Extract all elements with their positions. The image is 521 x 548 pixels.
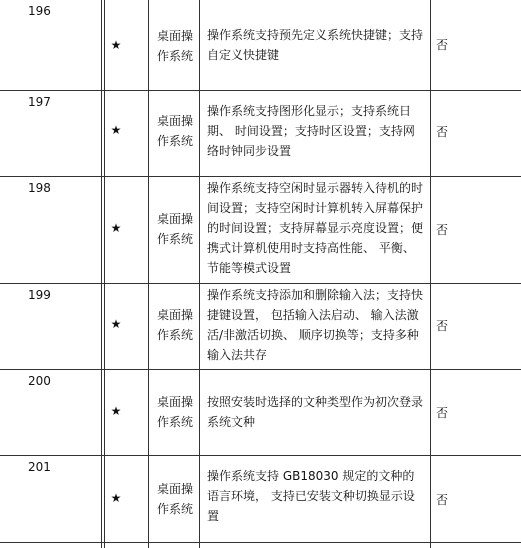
category	[157, 305, 197, 345]
description-line: 间设置；支持空闲时计算机转入屏幕保护	[207, 201, 424, 215]
mandatory-star: ★	[110, 491, 122, 505]
category-line: 作系统	[157, 232, 194, 246]
mandatory-star: ★	[110, 123, 122, 137]
description-line: 的时间设置；支持屏幕显示亮度设置；便	[207, 221, 424, 235]
row-divider	[0, 542, 521, 543]
item-number: 200	[28, 374, 51, 388]
description	[207, 466, 429, 526]
category-line: 作系统	[157, 415, 194, 429]
item-number: 196	[28, 4, 51, 18]
description-line: 置	[207, 509, 220, 523]
description-line: 络时钟同步设置	[207, 144, 292, 158]
mandatory-star: ★	[110, 404, 122, 418]
description-line: 按照安装时选择的文种类型作为初次登录	[207, 395, 424, 409]
category-line: 桌面操	[157, 308, 194, 322]
category-line: 作系统	[157, 134, 194, 148]
compliance-flag: 否	[436, 38, 449, 52]
description-line: 期、 时间设置；支持时区设置；支持网	[207, 124, 415, 138]
item-number: 199	[28, 288, 51, 302]
category	[157, 479, 197, 519]
description	[207, 101, 429, 161]
item-number: 198	[28, 181, 51, 195]
table-row	[0, 456, 521, 541]
description-line: 语言环境， 支持已安装文种切换显示设	[207, 489, 415, 503]
description-line: 操作系统支持图形化显示；支持系统日	[207, 104, 412, 118]
table-row	[0, 177, 521, 282]
mandatory-star: ★	[110, 221, 122, 235]
description	[207, 392, 429, 432]
description-line: 节能等模式设置	[207, 261, 292, 275]
item-number: 201	[28, 460, 51, 474]
description-line: 活/非激活切换、 顺序切换等；支持多种	[207, 328, 419, 342]
compliance-flag: 否	[436, 406, 449, 420]
category-line: 桌面操	[157, 212, 194, 226]
mandatory-star: ★	[110, 317, 122, 331]
item-number: 197	[28, 95, 51, 109]
description	[207, 178, 429, 278]
description-line: 捷键设置， 包括输入法启动、 输入法激	[207, 308, 419, 322]
table-row	[0, 0, 521, 90]
description-line: 携式计算机使用时支持高性能、 平衡、	[207, 241, 415, 255]
compliance-flag: 否	[436, 319, 449, 333]
category-line: 作系统	[157, 328, 194, 342]
table-row	[0, 91, 521, 175]
description	[207, 285, 429, 365]
description	[207, 25, 429, 65]
category-line: 桌面操	[157, 114, 194, 128]
compliance-flag: 否	[436, 493, 449, 507]
category	[157, 392, 197, 432]
category-line: 桌面操	[157, 395, 194, 409]
description-line: 操作系统支持预先定义系统快捷键；支持	[207, 28, 424, 42]
description-line: 系统文种	[207, 415, 256, 429]
category	[157, 26, 197, 66]
table-row	[0, 370, 521, 454]
description-line: 操作系统支持 GB18030 规定的文种的	[207, 469, 415, 483]
category	[157, 209, 197, 249]
table-row	[0, 284, 521, 368]
category-line: 桌面操	[157, 482, 194, 496]
description-line: 输入法共存	[207, 348, 268, 362]
compliance-flag: 否	[436, 223, 449, 237]
category-line: 桌面操	[157, 29, 194, 43]
description-line: 操作系统支持添加和删除输入法；支持快	[207, 288, 424, 302]
description-line: 自定义快捷键	[207, 48, 280, 62]
category-line: 作系统	[157, 49, 194, 63]
mandatory-star: ★	[110, 38, 122, 52]
category	[157, 111, 197, 151]
compliance-flag: 否	[436, 125, 449, 139]
description-line: 操作系统支持空闲时显示器转入待机的时	[207, 181, 424, 195]
category-line: 作系统	[157, 502, 194, 516]
